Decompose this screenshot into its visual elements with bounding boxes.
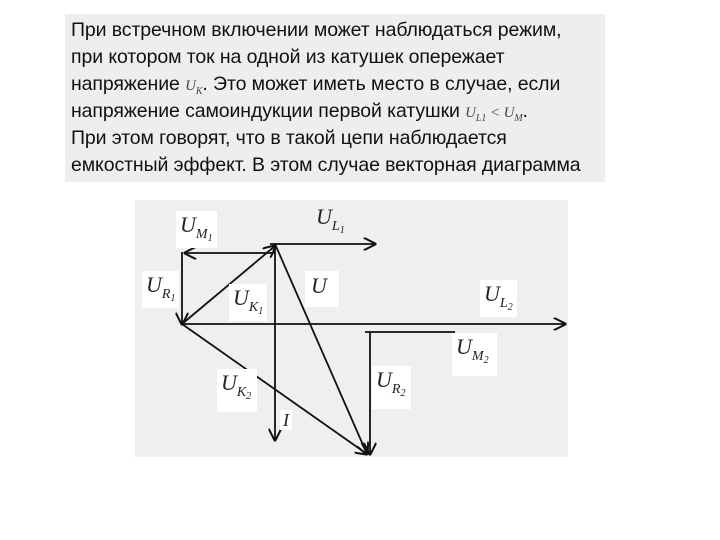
label-ul1: $U_{L_1}$ <box>316 204 345 236</box>
label-u: U <box>305 271 339 307</box>
text-line-1: При встречном включении может наблюдаться режим, <box>71 19 562 41</box>
math-less-than: < <box>486 105 504 121</box>
math-uk-main: U <box>185 78 196 94</box>
text-line-4-end: . <box>522 100 528 122</box>
text-line-4 <box>71 100 528 124</box>
math-ul1-main: U <box>465 105 476 121</box>
math-inequality <box>465 105 523 124</box>
label-uk1: $U_{K_1}$ <box>229 284 267 321</box>
math-uk-sub: K <box>195 86 203 97</box>
text-line-6: емкостный эффект. В этом случае векторная диаграмма <box>71 154 581 176</box>
label-um2: $U_{M_2}$ <box>452 333 497 376</box>
text-line-2: при котором ток на одной из катушек опережает <box>71 46 505 68</box>
label-ur1: $U_{R_1}$ <box>142 271 179 308</box>
math-um-sub: M <box>514 113 523 124</box>
math-uk <box>185 78 203 97</box>
math-ul1-sub: L1 <box>475 113 487 124</box>
math-um-main: U <box>503 105 515 121</box>
text-line-3-end: . Это может иметь место в случае, если <box>202 73 561 95</box>
text-block <box>65 14 605 182</box>
label-current: I <box>280 410 292 430</box>
text-line-4-start: напряжение самоиндукции первой катушки <box>71 100 460 122</box>
label-um1: $U_{M_1}$ <box>176 211 217 248</box>
label-ur2: $U_{R_2}$ <box>372 366 411 409</box>
text-line-3-start: напряжение <box>71 73 180 95</box>
label-ul2: $U_{L_2}$ <box>480 280 517 317</box>
label-uk2: $U_{K_2}$ <box>217 369 257 412</box>
text-line-3 <box>71 73 560 97</box>
text-line-5: При этом говорят, что в такой цепи наблюдается <box>71 127 507 149</box>
